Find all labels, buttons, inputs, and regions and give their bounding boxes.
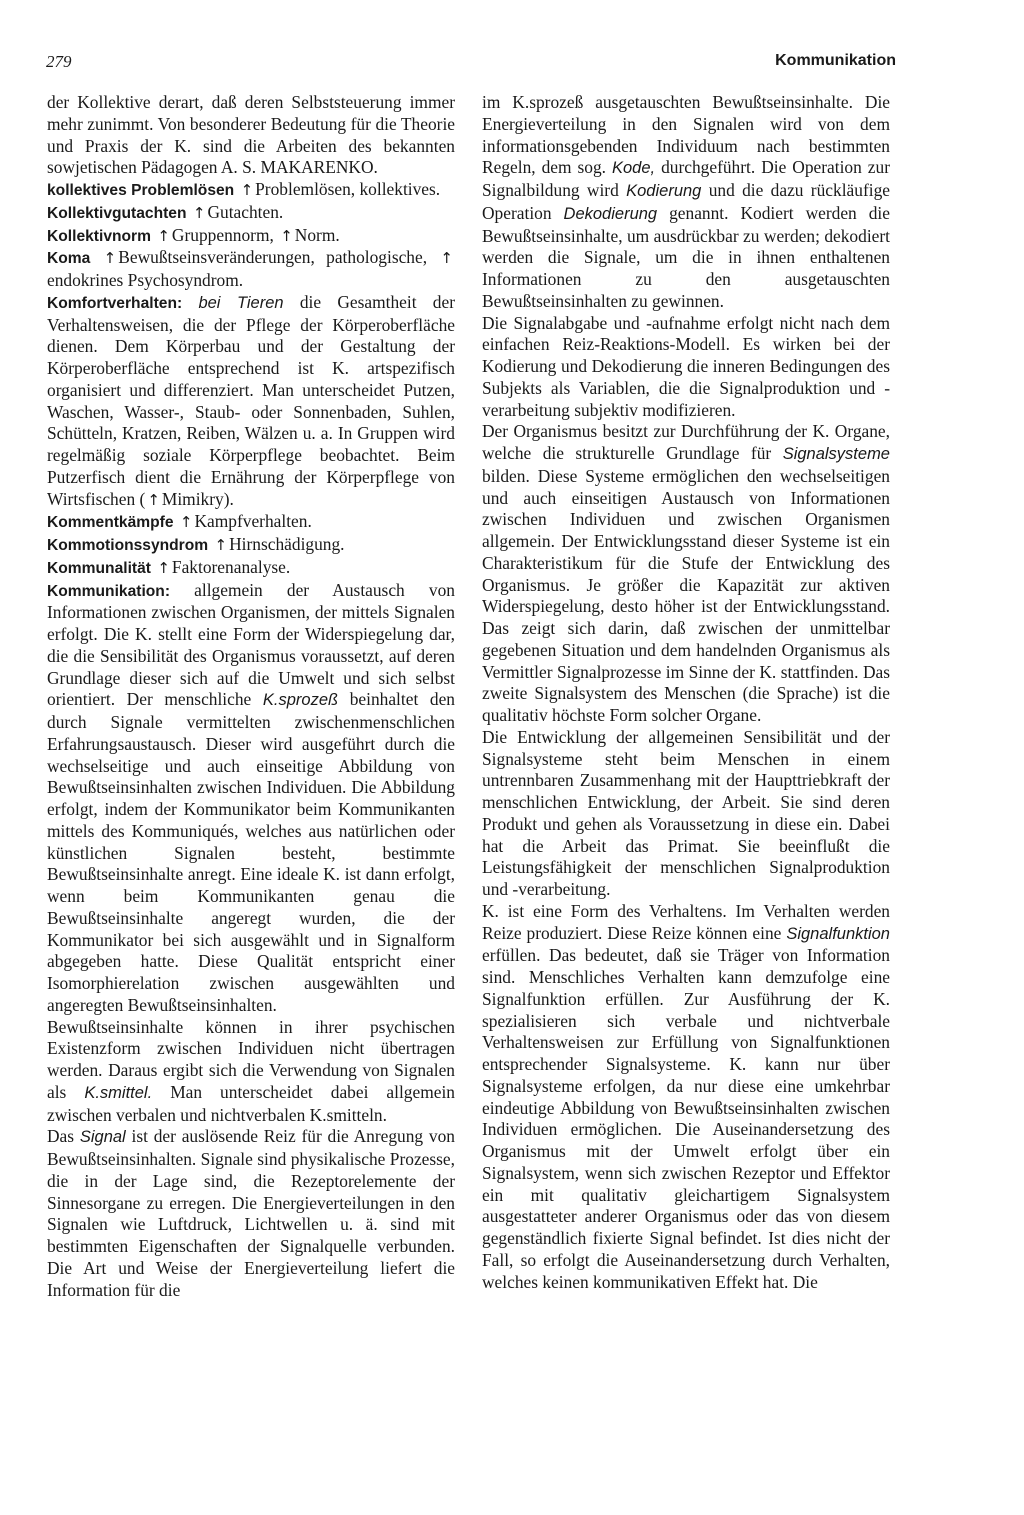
cross-reference[interactable]: Gruppennorm, <box>171 224 274 245</box>
entry-kollektivgutachten <box>47 202 455 225</box>
entry-term: Kollektivgutachten <box>47 204 187 222</box>
emphasis: Kode, <box>611 159 656 178</box>
emphasis: Signalsysteme <box>782 445 890 463</box>
running-head: Kommunikation <box>775 52 896 69</box>
paragraph: Die Entwicklung der allgemeinen Sensibilität und der Signalsysteme steht beim Menschen in einem untrennbaren Zusammenhang mit der Haupttriebkraft der menschlichen Entwicklung, der Arbeit. Sie sind deren Produkt und gehen als Voraussetzung in diese ein. Dabei hat die Arbeit das Primat. Sie beeinflußt die Leistungsfähigkeit der menschlichen Signalproduktion und -verarbeitung. <box>482 726 890 899</box>
reference-arrow-icon: ↑ <box>103 249 117 268</box>
emphasis: K.smittel. <box>84 1083 153 1102</box>
text: im K.sprozeß ausgetauschten Bewußtseinsinhalte. Die Energieverteilung in den Signalen wird von dem informationsgebenden Individuum nach bestimmten Regeln, dem sog. <box>482 92 890 178</box>
reference-arrow-icon: ↑ <box>214 536 228 554</box>
entry-text: die Gesamtheit der Verhaltensweisen, die der Pflege der Körperoberfläche dienen. Dem Körperbau und der Gestaltung der Körperoberfläche entsprechend ist K. artspezifisch organisiert und differenziert. Man unterscheidet Putzen, Waschen, Wasser-, Staub- oder Sonnenbaden, Suhlen, Schütteln, Kratzen, Reiben, Wälzen u. a. In Gruppen wird regelmäßig soziale Körperpflege beobachtet. Beim Putzerfisch dient die Ernährung der Körperpflege von Wirtsfischen ( <box>47 291 455 509</box>
entry-term: Kommunalität <box>47 559 151 577</box>
entry-kommunalitaet <box>47 557 455 580</box>
entry-term: Koma <box>47 250 91 268</box>
text: K. ist eine Form des Verhaltens. Im Verhalten werden Reize produziert. Diese Reize können eine <box>482 900 890 943</box>
paragraph: der Kollektive derart, daß deren Selbststeuerung immer mehr zunimmt. Von besonderer Bedeutung für die Theorie und Praxis der K. sind die Arbeiten des bekannten sowjetischen Pädagogen A. S. MAKARENKO. <box>47 92 455 178</box>
text: bilden. Diese Systeme ermöglichen den wechselseitigen und auch einseitigen Austausch von Informationen zwischen Individuen und zwischen Organismen allgemein. Der Entwicklungsstand dieser Systeme ist ein Charakteristikum für die Stufe der Entwicklung des Organismus. Je größer die Kapazität zur aktiven Widerspiegelung, desto höher ist der Entwicklungsstand. Das zeigt sich darin, daß zwischen der unmittelbar gegebenen Situation und dem handelnden Organismus als Vermittler Signalprozesse im Sinne der K. stattfinden. Das zweite Signalsystem des Menschen (die Sprache) ist die qualitativ höchste Form solcher Organe. <box>482 465 890 725</box>
paragraph: Die Signalabgabe und -aufnahme erfolgt nicht nach dem einfachen Reiz-Reaktions-Modell. Es wirken bei der Kodierung und Dekodierung die inneren Bedingungen des Subjekts als Variablen, die die Signalproduktion und -verarbeitung subjektiv modifizieren. <box>482 312 890 420</box>
reference-arrow-icon: ↑ <box>280 226 293 245</box>
emphasis: K.sprozeß <box>262 691 339 710</box>
entry-kommentkaempfe <box>47 511 455 534</box>
text: erfüllen. Das bedeutet, daß sie Träger von Information sind. Menschliches Verhalten kann demzufolge eine Signalfunktion erfüllen. Zur Ausführung der K. spezialisieren sich verbale und nichtverbale Verhaltensweisen zur Erfüllung von Signalfunktionen entsprechender Signalsysteme. K. kann nur über Signalsysteme erfolgen, da nur diese eine umkehrbar eindeutige Abbildung von Bewußtseinsinhalten zwischen Individuen ermöglichen. Die Auseinandersetzung des Organismus mit der Umwelt erfolgt über ein Signalsystem, wenn sich zwischen Rezeptor und Effektor ein mit qualitativ gleichartigem Signalsystem ausgestatteter anderer Organismus oder das von diesem gegenständlich fixierte Signal befindet. Ist dies nicht der Fall, so erfolgt die Auseinandersetzung durch Verhalten, welches keinen kommunikativen Effekt hat. Die <box>482 945 890 1292</box>
reference-arrow-icon: ↑ <box>157 226 170 245</box>
cross-reference[interactable]: endokrines Psychosyndrom. <box>47 270 244 290</box>
paragraph <box>482 421 890 727</box>
emphasis: Signal <box>79 1128 126 1147</box>
entry-kommotionssyndrom <box>47 534 455 557</box>
entry-term: Kollektivnorm <box>47 227 151 245</box>
emphasis: Signalfunktion <box>786 924 890 943</box>
entry-kollektives-problemloesen <box>47 179 455 202</box>
entry-koma <box>47 247 455 292</box>
entry-term: Komfortverhalten: <box>47 294 183 312</box>
entry-term: Kommunikation: <box>47 582 171 600</box>
entry-kommunikation <box>47 580 455 1017</box>
cross-reference[interactable]: Problemlösen, kollektives. <box>255 179 441 199</box>
text: ist der auslösende Reiz für die Anregung von Bewußtseinsinhalten. Signale sind physikalische Prozesse, die in der Lage sind, die Rezeptorelemente der Sinnesorgane zu erregen. Die Energieverteilungen in den Signalen wie Luftdruck, Lichtwellen u. ä. sind mit bestimmten Eigenschaften der Signalquelle verbunden. Die Art und Weise der Energieverteilung liefert die Information für die <box>47 1126 455 1300</box>
cross-reference[interactable]: Bewußtseinsveränderungen, pathologische, <box>118 247 428 268</box>
entry-term: Kommotionssyndrom <box>47 537 209 554</box>
reference-arrow-icon: ↑ <box>147 490 160 509</box>
entry-komfortverhalten <box>47 292 455 512</box>
left-column <box>47 92 455 1301</box>
entry-term: kollektives Problemlösen <box>47 182 235 199</box>
text: Bewußtseinsinhalte können in ihrer psychischen Existenzform zwischen Individuen nicht übertragen werden. Daraus ergibt sich die Verwendung von Signalen als <box>47 1016 455 1102</box>
cross-reference[interactable]: Gutachten. <box>207 201 284 222</box>
emphasis: Kodierung <box>626 182 702 200</box>
reference-arrow-icon: ↑ <box>157 558 170 577</box>
reference-arrow-icon: ↑ <box>179 513 193 532</box>
paragraph <box>482 92 890 313</box>
paragraph <box>47 1017 455 1127</box>
text: Das <box>47 1126 75 1147</box>
entry-text: beinhaltet den durch Signale vermittelten zwischenmenschlichen Erfahrungsaustausch. Dieser wird ausgeführt durch die wechselseitige und auch einseitige Abbildung von Bewußtseinsinhalten zwischen Individuen. Die Abbildung erfolgt, indem der Kommunikator beim Kommunikanten mittels des Kommuniqués, welches aus natürlichen oder künstlichen Signalen besteht, bestimmte Bewußtseinsinhalte anregt. Eine ideale K. ist dann erfolgt, wenn beim Kommunikanten genau die Bewußtseinsinhalte angeregt wurden, die der Kommunikator bei sich ausgewählt und in Signalform abgegeben hatte. Diese Qualität entspricht einer Isomorphierelation zwischen ausgewählten und angeregten Bewußtseinsinhalten. <box>47 689 455 1015</box>
text: und die dazu rückläufige Operation <box>482 180 890 223</box>
emphasis: Dekodierung <box>563 204 658 223</box>
right-column <box>482 92 890 1293</box>
cross-reference[interactable]: Kampfverhalten. <box>194 511 312 532</box>
cross-reference[interactable]: Norm. <box>294 224 340 245</box>
entry-term: Kommentkämpfe <box>47 514 174 532</box>
paragraph <box>482 901 890 1294</box>
reference-arrow-icon: ↑ <box>192 203 206 222</box>
reference-arrow-icon: ↑ <box>240 181 254 199</box>
emphasis: bei Tieren <box>198 293 284 312</box>
reference-arrow-icon: ↑ <box>440 249 453 268</box>
entry-text: allgemein der Austausch von Informationen zwischen Organismen, der mittels Signalen erfolgt. Die K. stellt eine Form der Widerspiegelung dar, die die Sensibilität des Organismus voraussetzt, auf deren Grundlage dieser sich auf die Umwelt und sich selbst orientiert. Der menschliche <box>47 579 455 710</box>
entry-kollektivnorm <box>47 225 455 248</box>
text: durchgeführt. Die Operation zur Signalbildung wird <box>482 157 890 200</box>
page-number: 279 <box>46 52 72 71</box>
cross-reference[interactable]: Hirnschädigung. <box>229 534 345 554</box>
paragraph <box>47 1126 455 1301</box>
cross-reference[interactable]: Faktorenanalyse. <box>171 556 291 577</box>
cross-reference[interactable]: Mimikry). <box>161 488 234 509</box>
text: Der Organismus besitzt zur Durchführung der K. Organe, welche die strukturelle Grundlage für <box>482 421 890 463</box>
text: Man unterscheidet dabei allgemein zwischen verbalen und nichtverbalen K.smitteln. <box>47 1081 455 1125</box>
text: genannt. Kodiert werden die Bewußtseinsinhalte, um ausdrückbar zu werden; dekodiert werden die Signale, um die in ihnen enthaltenen Informationen zu den ausgetauschten Bewußtseinsinhalten zu gewinnen. <box>482 202 890 311</box>
